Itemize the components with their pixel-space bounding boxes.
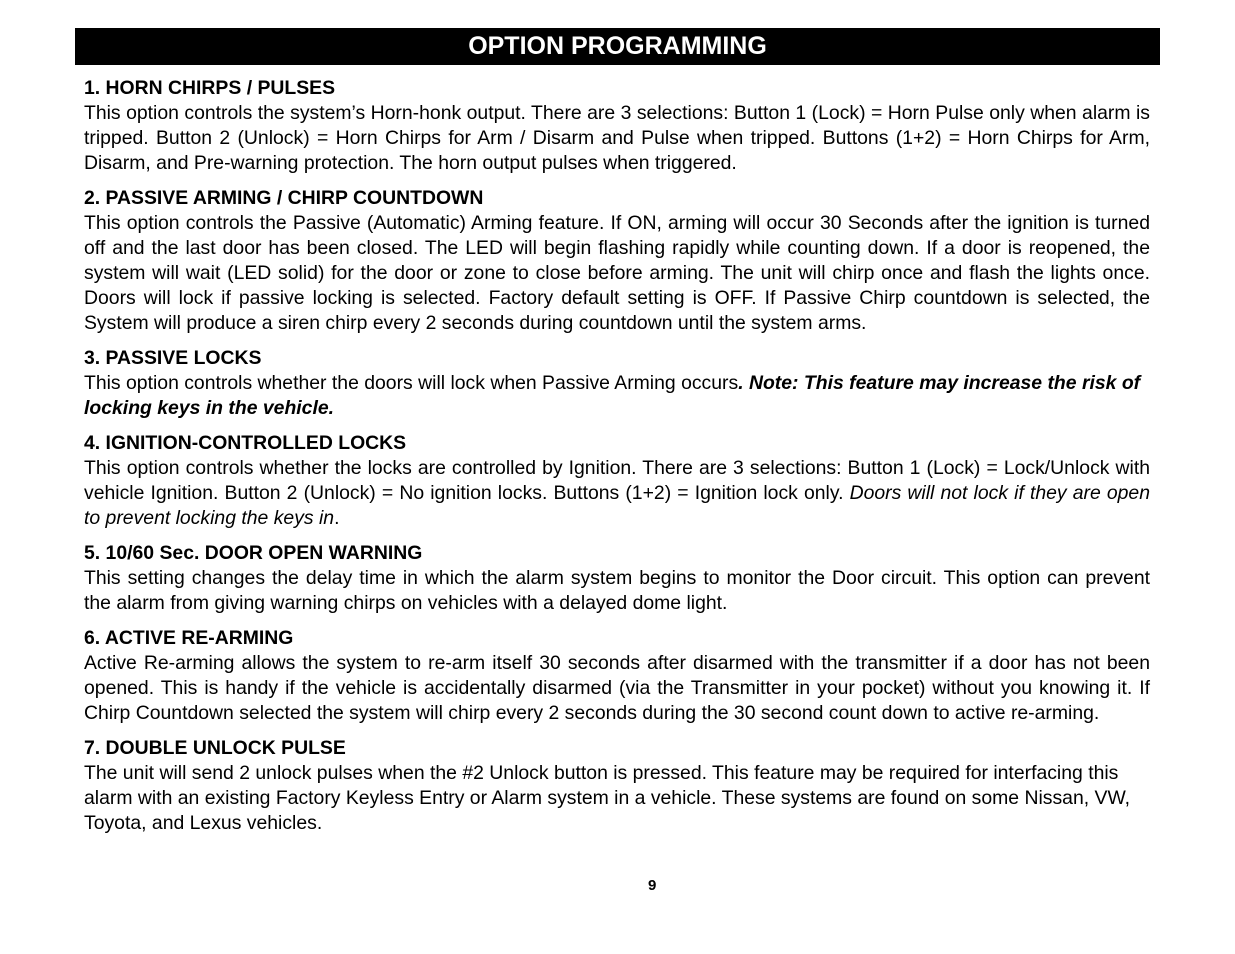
section-text: This option controls the system’s Horn-honk output. There are 3 selections: Button 1 (Lock) = Horn Pulse only when alarm is tripped. Button 2 (Unlock) = Horn Chirps for Arm / Disarm and Pulse when tripped. Buttons (1+2) = Horn Chirps for Arm, Disarm, and Pre-warning protection. The horn output pulses when triggered. [84, 102, 1150, 174]
document-body [84, 76, 1150, 846]
section-heading: 1. HORN CHIRPS / PULSES [84, 77, 336, 99]
section-note: . Note: This feature may increase the risk of locking keys in the vehicle. [84, 372, 1141, 419]
section-text: This option controls whether the doors will lock when Passive Arming occurs [84, 372, 739, 394]
section-text: This setting changes the delay time in which the alarm system begins to monitor the Door circuit. This option can prevent the alarm from giving warning chirps on vehicles with a delayed dome light. [84, 567, 1150, 614]
page-number: 9 [648, 877, 657, 894]
section-heading: 7. DOUBLE UNLOCK PULSE [84, 737, 346, 759]
section-heading: 4. IGNITION-CONTROLLED LOCKS [84, 432, 407, 454]
section-tail: . [334, 507, 340, 529]
section-text: This option controls the Passive (Automatic) Arming feature. If ON, arming will occur 30 Seconds after the ignition is turned off and the last door has been closed. The LED will begin flashing rapidly while counting down. If a door is reopened, the system will wait (LED solid) for the door or zone to close before arming. The unit will chirp once and flash the lights once. Doors will lock if passive locking is selected. Factory default setting is OFF. If Passive Chirp countdown is selected, the System will produce a siren chirp every 2 seconds during countdown until the system arms. [84, 212, 1150, 334]
page-title: OPTION PROGRAMMING [75, 28, 1160, 65]
section-double-unlock [84, 736, 1150, 836]
section-text: Active Re-arming allows the system to re-arm itself 30 seconds after disarmed with the transmitter if a door has not been opened. This is handy if the vehicle is accidentally disarmed (via the Transmitter in your pocket) without you knowing it. If Chirp Countdown selected the system will chirp every 2 seconds during the 30 second count down to active re-arming. [84, 652, 1150, 724]
section-active-rearming [84, 626, 1150, 726]
section-horn-chirps [84, 76, 1150, 176]
section-passive-arming [84, 186, 1150, 336]
section-text: This option controls whether the locks are controlled by Ignition. There are 3 selections: Button 1 (Lock) = Lock/Unlock with vehicle Ignition. Button 2 (Unlock) = No ignition locks. Buttons (1+2) = Ignition lock only. [84, 457, 1150, 504]
section-passive-locks [84, 346, 1150, 421]
section-ignition-locks [84, 431, 1150, 531]
section-text-wrapper [84, 371, 1150, 421]
section-heading: 6. ACTIVE RE-ARMING [84, 627, 294, 649]
section-italic-note: Doors will not lock if they are open to prevent locking the keys in [84, 482, 1151, 529]
section-heading: 5. 10/60 Sec. DOOR OPEN WARNING [84, 542, 423, 564]
section-text: The unit will send 2 unlock pulses when the #2 Unlock button is pressed. This feature may be required for interfacing this alarm with an existing Factory Keyless Entry or Alarm system in a vehicle. These systems are found on some Nissan, VW, Toyota, and Lexus vehicles. [84, 762, 1131, 834]
section-text-wrapper [84, 456, 1150, 531]
section-door-open-warning [84, 541, 1150, 616]
section-heading: 3. PASSIVE LOCKS [84, 347, 262, 369]
section-heading: 2. PASSIVE ARMING / CHIRP COUNTDOWN [84, 187, 484, 209]
